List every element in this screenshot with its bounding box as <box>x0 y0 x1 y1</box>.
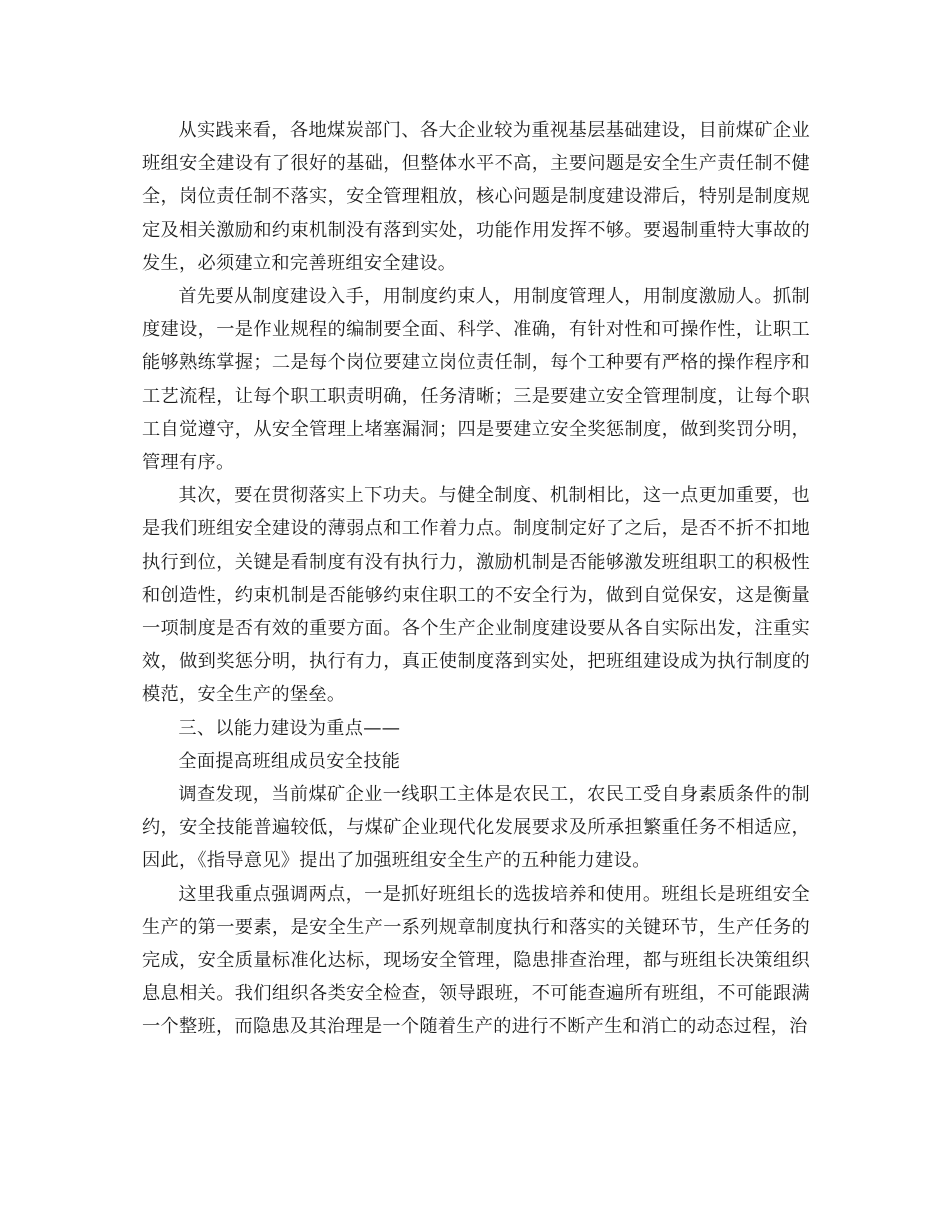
paragraph-3: 其次，要在贯彻落实上下功夫。与健全制度、机制相比，这一点更加重要，也是我们班组安全建设的薄弱点和工作着力点。制度制定好了之后，是否不折不扣地执行到位，关键是看制度有没有执行力，激励机制是否能够激发班组职工的积极性和创造性，约束机制是否能够约束住职工的不安全行为，做到自觉保安，这是衡量一项制度是否有效的重要方面。各个生产企业制度建设要从各自实际出发，注重实效，做到奖惩分明，执行有力，真正使制度落到实处，把班组建设成为执行制度的模范，安全生产的堡垒。 <box>142 485 810 706</box>
document-body <box>142 114 810 1044</box>
paragraph-5: 这里我重点强调两点，一是抓好班组长的选拔培养和使用。班组长是班组安全生产的第一要素，是安全生产一系列规章制度执行和落实的关键环节，生产任务的完成，安全质量标准化达标，现场安全管理，隐患排查治理，都与班组长决策组织息息相关。我们组织各类安全检查，领导跟班，不可能查遍所有班组，不可能跟满一个整班，而隐患及其治理是一个随着生产的进行不断产生和消亡的动态过程，治 <box>142 883 810 1038</box>
paragraph-1: 从实践来看，各地煤炭部门、各大企业较为重视基层基础建设，目前煤矿企业班组安全建设有了很好的基础，但整体水平不高，主要问题是安全生产责任制不健全，岗位责任制不落实，安全管理粗放，核心问题是制度建设滞后，特别是制度规定及相关激励和约束机制没有落到实处，功能作用发挥不够。要遏制重特大事故的发生，必须建立和完善班组安全建设。 <box>142 120 810 274</box>
section-subheading: 全面提高班组成员安全技能 <box>178 750 401 772</box>
paragraph-4: 调查发现，当前煤矿企业一线职工主体是农民工，农民工受自身素质条件的制约，安全技能普遍较低，与煤矿企业现代化发展要求及所承担繁重任务不相适应，因此，《指导意见》提出了加强班组安全生产的五种能力建设。 <box>142 784 810 872</box>
section-heading: 三、以能力建设为重点—— <box>178 717 401 739</box>
paragraph-2: 首先要从制度建设入手，用制度约束人，用制度管理人，用制度激励人。抓制度建设，一是作业规程的编制要全面、科学、准确，有针对性和可操作性，让职工能够熟练掌握；二是每个岗位要建立岗位责任制，每个工种要有严格的操作程序和工艺流程，让每个职工职责明确，任务清晰；三是要建立安全管理制度，让每个职工自觉遵守，从安全管理上堵塞漏洞；四是要建立安全奖惩制度，做到奖罚分明，管理有序。 <box>142 286 810 474</box>
